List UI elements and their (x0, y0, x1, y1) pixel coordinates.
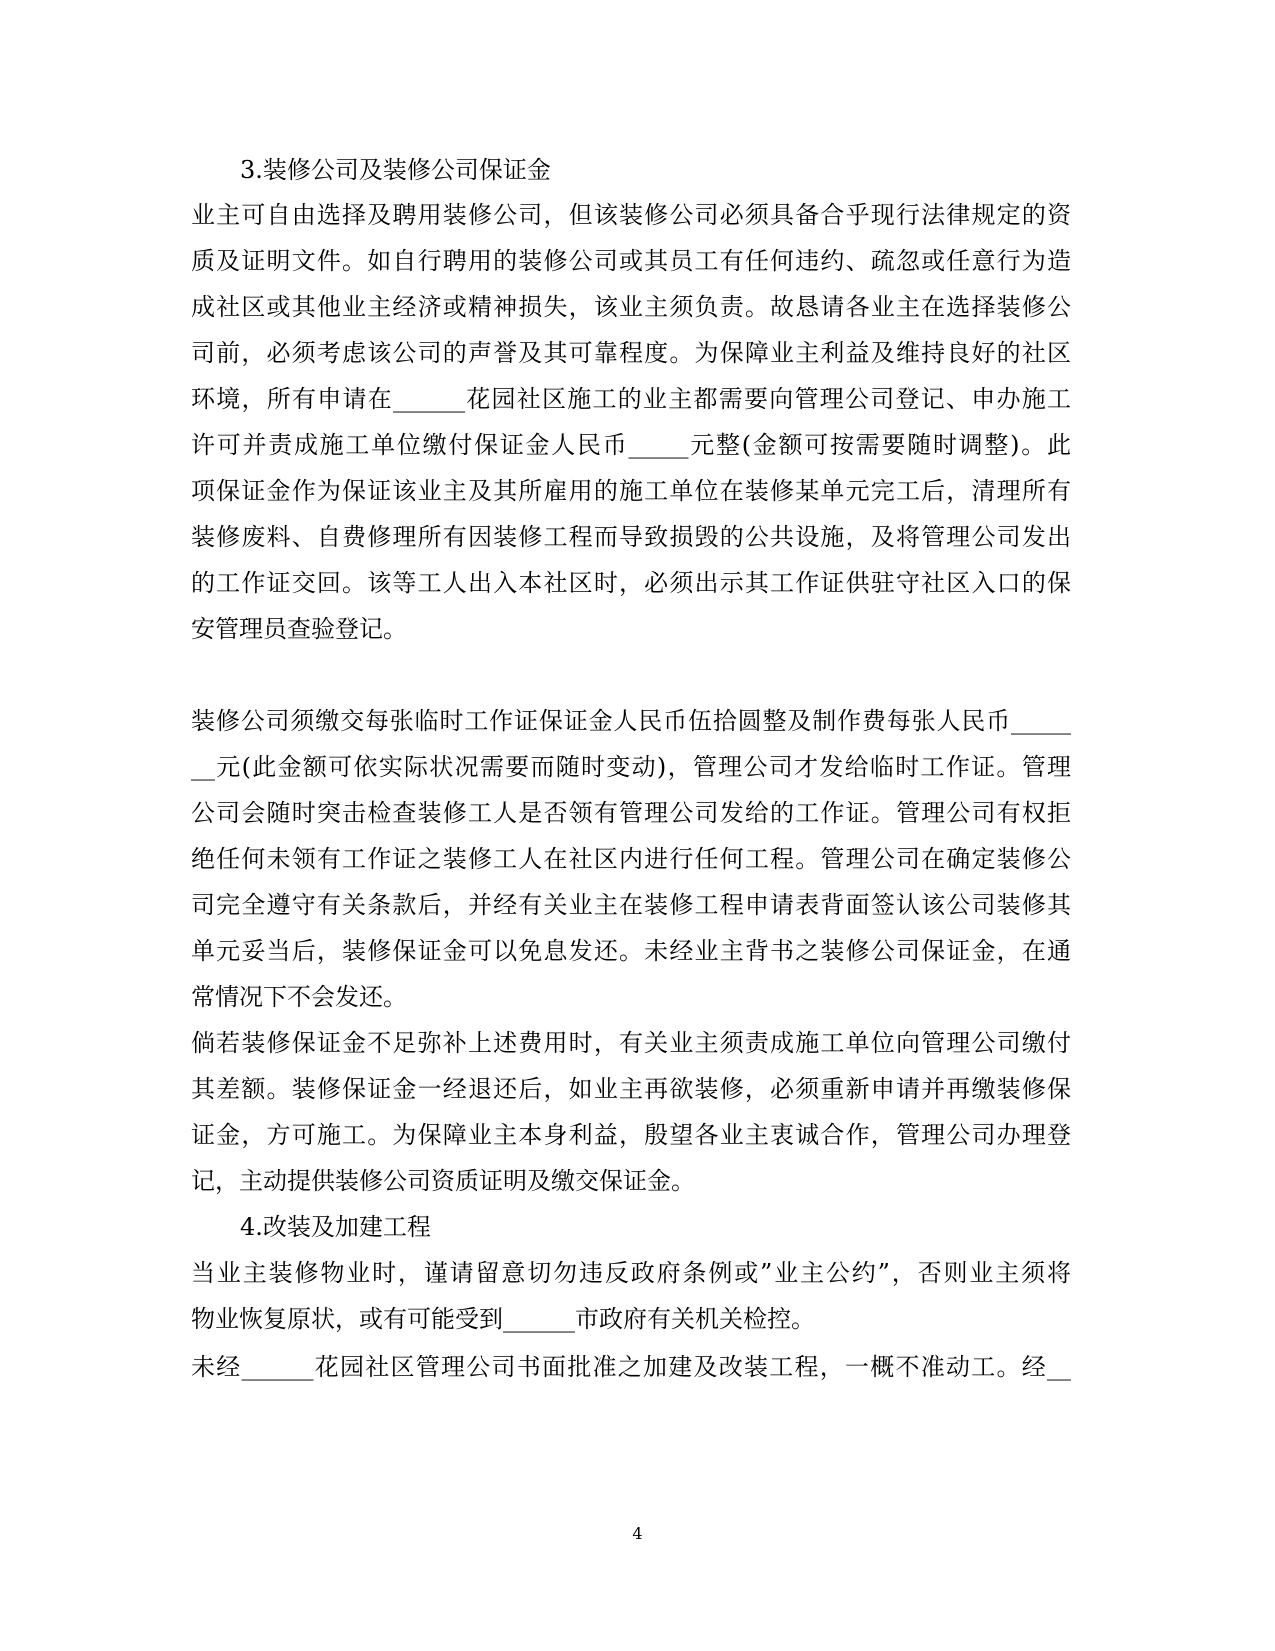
paragraph-line: 项保证金作为保证该业主及其所雇用的施工单位在装修某单元完工后，清理所有 (191, 477, 1071, 505)
paragraph-line: 绝任何未领有工作证之装修工人在社区内进行任何工程。管理公司在确定装修公 (191, 845, 1071, 873)
paragraph-line: 物业恢复原状，或有可能受到______市政府有关机关检控。 (191, 1305, 815, 1333)
paragraph-line: __元(此金额可依实际状况需要而随时变动)，管理公司才发给临时工作证。管理 (191, 753, 1071, 781)
paragraph-line: 环境，所有申请在______花园社区施工的业主都需要向管理公司登记、申办施工 (191, 385, 1071, 413)
paragraph-line: 其差额。装修保证金一经退还后，如业主再欲装修，必须重新申请并再缴装修保 (191, 1075, 1071, 1103)
paragraph-line: 当业主装修物业时，谨请留意切勿违反政府条例或”业主公约”，否则业主须将 (191, 1259, 1071, 1287)
page-number: 4 (632, 1524, 643, 1543)
paragraph-line: 未经______花园社区管理公司书面批准之加建及改装工程，一概不准动工。经__ (191, 1353, 1071, 1381)
paragraph-line: 成社区或其他业主经济或精神损失，该业主须负责。故恳请各业主在选择装修公 (191, 293, 1071, 321)
paragraph-line: 装修公司须缴交每张临时工作证保证金人民币伍拾圆整及制作费每张人民币_____ (191, 707, 1071, 735)
paragraph-line: 质及证明文件。如自行聘用的装修公司或其员工有任何违约、疏忽或任意行为造 (191, 247, 1071, 275)
paragraph-line: 安管理员查验登记。 (191, 615, 407, 643)
paragraph-line: 司完全遵守有关条款后，并经有关业主在装修工程申请表背面签认该公司装修其 (191, 891, 1071, 919)
section-heading-3: 3.装修公司及装修公司保证金 (240, 156, 551, 184)
paragraph-line: 公司会随时突击检查装修工人是否领有管理公司发给的工作证。管理公司有权拒 (191, 799, 1071, 827)
paragraph-line: 业主可自由选择及聘用装修公司，但该装修公司必须具备合乎现行法律规定的资 (191, 201, 1071, 229)
paragraph-line: 装修废料、自费修理所有因装修工程而导致损毁的公共设施，及将管理公司发出 (191, 523, 1071, 551)
paragraph-line: 证金，方可施工。为保障业主本身利益，殷望各业主衷诚合作，管理公司办理登 (191, 1121, 1071, 1149)
paragraph-line: 司前，必须考虑该公司的声誉及其可靠程度。为保障业主利益及维持良好的社区 (191, 339, 1071, 367)
section-heading-4: 4.改装及加建工程 (240, 1213, 431, 1241)
paragraph-line: 的工作证交回。该等工人出入本社区时，必须出示其工作证供驻守社区入口的保 (191, 569, 1071, 597)
paragraph-line: 倘若装修保证金不足弥补上述费用时，有关业主须责成施工单位向管理公司缴付 (191, 1029, 1071, 1057)
paragraph-line: 常情况下不会发还。 (191, 983, 407, 1011)
paragraph-line: 许可并责成施工单位缴付保证金人民币_____元整(金额可按需要随时调整)。此 (191, 431, 1071, 459)
paragraph-line: 单元妥当后，装修保证金可以免息发还。未经业主背书之装修公司保证金，在通 (191, 937, 1071, 965)
paragraph-line: 记，主动提供装修公司资质证明及缴交保证金。 (191, 1167, 695, 1195)
